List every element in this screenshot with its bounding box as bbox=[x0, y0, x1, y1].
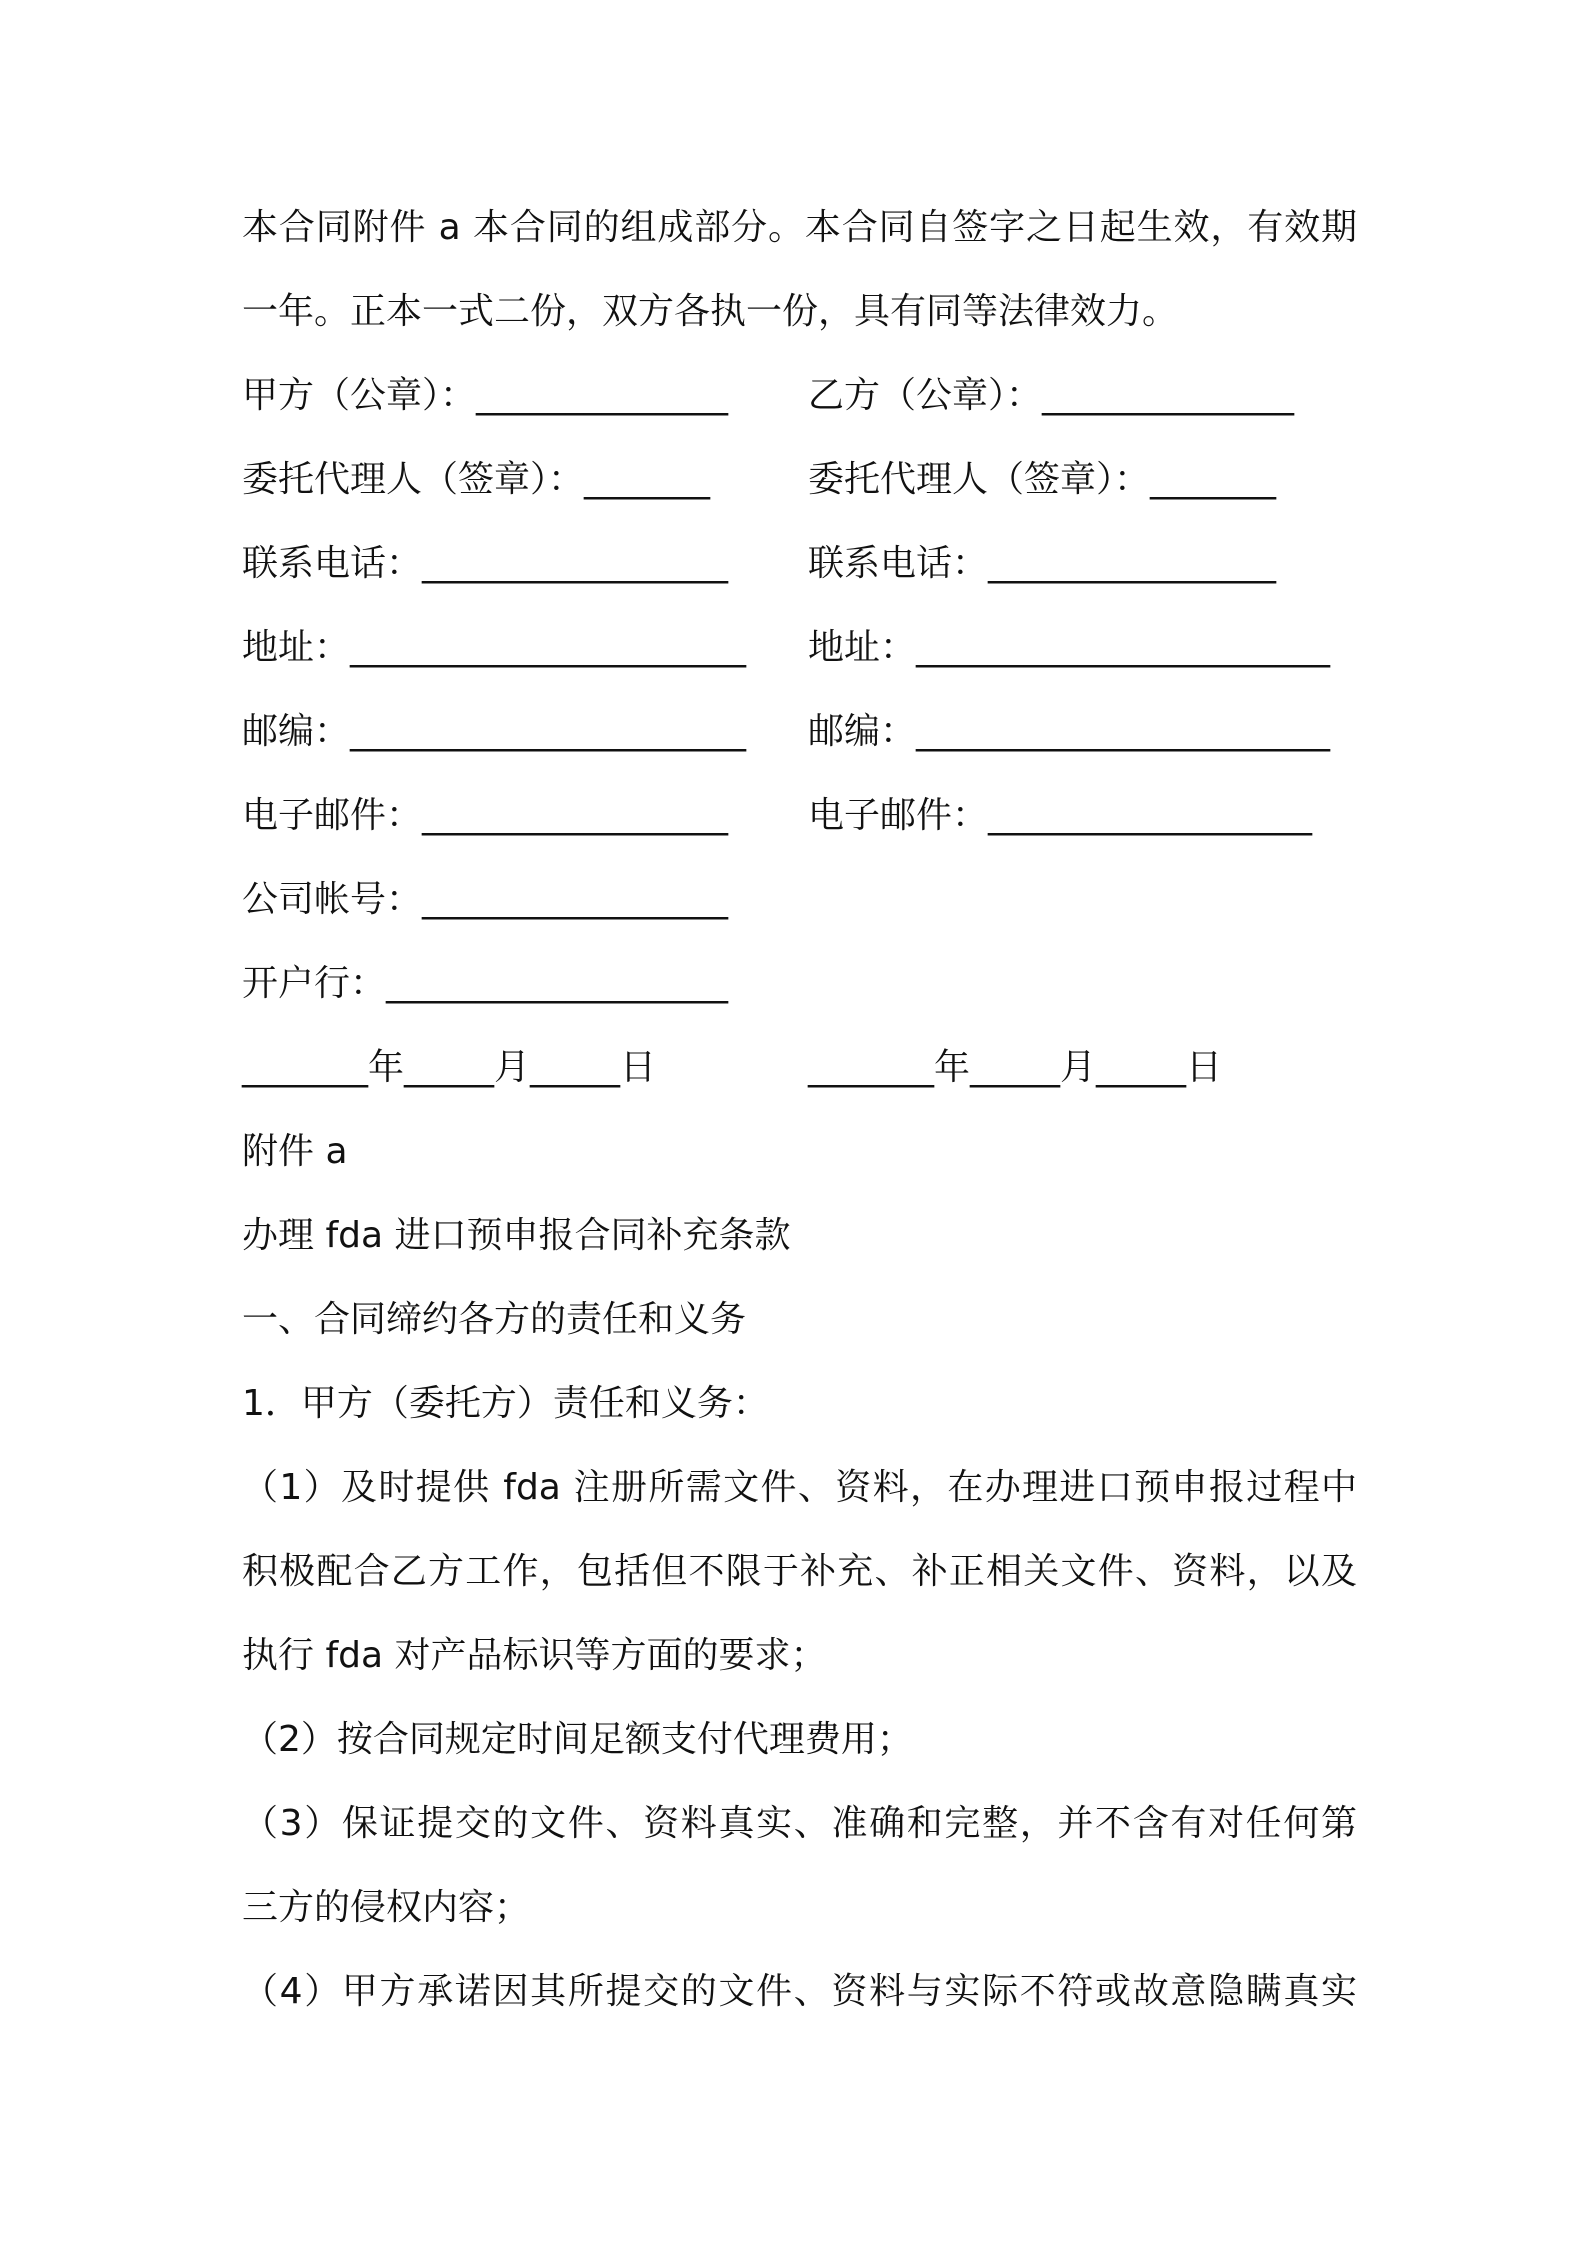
party-a-address-field: 地址：______________________ bbox=[242, 627, 747, 668]
annex-title: 办理 fda 进口预申报合同补充条款 bbox=[242, 1215, 791, 1256]
party-b-seal-field: 乙方（公章）：______________ bbox=[808, 375, 1295, 416]
clause-line: （1）及时提供 fda 注册所需文件、资料，在办理进口预申报过程中 bbox=[242, 1467, 1357, 1508]
party-a-agent-field: 委托代理人（签章）：_______ bbox=[242, 459, 711, 500]
paragraph-line: 本合同附件 a 本合同的组成部分。本合同自签字之日起生效，有效期 bbox=[242, 207, 1357, 248]
clause-line: 积极配合乙方工作，包括但不限于补充、补正相关文件、资料，以及 bbox=[242, 1551, 1357, 1592]
paragraph-line: 一年。正本一式二份，双方各执一份，具有同等法律效力。 bbox=[242, 291, 1179, 332]
clause-line: （3）保证提交的文件、资料真实、准确和完整，并不含有对任何第 bbox=[242, 1803, 1357, 1844]
party-a-postcode-field: 邮编：______________________ bbox=[242, 711, 747, 752]
party-b-postcode-field: 邮编：_______________________ bbox=[808, 711, 1331, 752]
party-b-phone-field: 联系电话：________________ bbox=[808, 543, 1277, 584]
section-heading: 一、合同缔约各方的责任和义务 bbox=[242, 1299, 747, 1340]
party-a-email-field: 电子邮件：_________________ bbox=[242, 795, 729, 836]
party-b-agent-field: 委托代理人（签章）：_______ bbox=[808, 459, 1277, 500]
party-b-date-field: _______年_____月_____日 bbox=[808, 1047, 1222, 1088]
party-a-seal-field: 甲方（公章）：______________ bbox=[242, 375, 729, 416]
party-a-date-field: _______年_____月_____日 bbox=[242, 1047, 656, 1088]
clause-line: 三方的侵权内容； bbox=[242, 1887, 531, 1928]
clause-line: （2）按合同规定时间足额支付代理费用； bbox=[242, 1719, 913, 1760]
party-b-email-field: 电子邮件：__________________ bbox=[808, 795, 1313, 836]
party-a-bank-field: 开户行：___________________ bbox=[242, 963, 729, 1004]
subsection-heading: 1．甲方（委托方）责任和义务： bbox=[242, 1383, 769, 1424]
party-a-phone-field: 联系电话：_________________ bbox=[242, 543, 729, 584]
party-b-address-field: 地址：_______________________ bbox=[808, 627, 1331, 668]
annex-label: 附件 a bbox=[242, 1131, 348, 1172]
clause-line: （4）甲方承诺因其所提交的文件、资料与实际不符或故意隐瞒真实 bbox=[242, 1971, 1357, 2012]
clause-line: 执行 fda 对产品标识等方面的要求； bbox=[242, 1635, 827, 1676]
party-a-account-field: 公司帐号：_________________ bbox=[242, 879, 729, 920]
